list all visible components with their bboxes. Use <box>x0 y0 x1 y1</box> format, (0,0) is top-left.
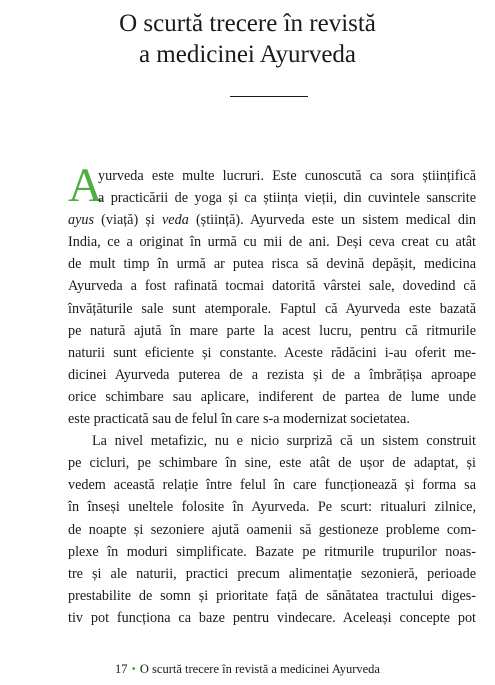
paragraph-1-opening <box>68 165 476 209</box>
paragraph-2 <box>68 430 476 629</box>
drop-cap: A <box>68 159 103 212</box>
chapter-title-line-2: a medicinei Ayurveda <box>138 41 357 68</box>
paragraph-line: este practicată sau de felul în care s-a modernizat societatea. <box>68 411 410 428</box>
paragraph-line: India, ce a originat în urmă cu mii de ani. Deși ceva creat cu atât <box>68 234 476 251</box>
paragraph-1 <box>68 209 476 430</box>
running-title: O scurtă trecere în revistă a medicinei Ayurveda <box>139 662 380 676</box>
paragraph-line: vedem această relație între felul în care funcționează și forma sa <box>68 477 476 494</box>
paragraph-line: de noapte și sezoniere ajută oamenii să gestioneze probleme com- <box>68 521 476 538</box>
paragraph-line: ayus (viață) și veda (știință). Ayurveda este un sistem medical din <box>68 212 476 229</box>
paragraph-line: naturii sunt eficiente și constante. Aceste rădăcini i-au oferit me- <box>68 344 476 361</box>
paragraph-line: pe natură ajută în mare parte la acest lucru, pentru că ritmurile <box>68 322 476 339</box>
page-number: 17 <box>115 662 128 676</box>
paragraph-line: tre și ale naturii, practici precum alimentație sezonieră, perioade <box>68 565 476 582</box>
paragraph-line: Ayurveda a fost rafinată tocmai datorită vârstei sale, dovedind că <box>68 278 476 295</box>
paragraph-line: La nivel metafizic, nu e nicio surpriză că un sistem construit <box>92 433 476 450</box>
paragraph-line: orice schimbare sau aplicare, indiferent de partea de lume unde <box>68 388 476 405</box>
chapter-title-line-1: O scurtă trecere în revistă <box>119 10 376 37</box>
page-footer <box>0 661 495 677</box>
paragraph-line: dicinei Ayurveda puterea de a rezista și de a îmbrățișa aproape <box>68 366 476 383</box>
chapter-title <box>0 8 495 70</box>
paragraph-line: învățăturile sale sunt atemporale. Faptul că Ayurveda este bazată <box>68 300 476 317</box>
paragraph-line: a practicării de yoga și ca știința vieții, din cuvintele sanscrite <box>98 190 476 207</box>
term-ayus: ayus <box>68 212 95 229</box>
paragraph-line: în înseși uneltele folosite în Ayurveda. Pe scurt: ritualuri zilnice, <box>68 499 476 516</box>
paragraph-line: plexe în moduri simplificate. Bazate pe ritmurile trupurilor noas- <box>68 543 476 560</box>
body-text <box>68 165 476 629</box>
paragraph-line: de mult timp în urmă ar putea risca să devină depășit, medicina <box>68 256 476 273</box>
bullet-separator: • <box>131 662 136 676</box>
paragraph-line: prestabilite de somn și prioritate față de sănătatea tractului diges- <box>68 587 476 604</box>
paragraph-line: yurveda este multe lucruri. Este cunoscută ca sora științifică <box>98 168 476 184</box>
term-veda: veda <box>162 212 189 229</box>
title-divider <box>230 96 308 97</box>
paragraph-line: pe cicluri, pe schimbare în sine, este atât de ușor de adaptat, și <box>68 455 476 472</box>
paragraph-line: tiv pot funcționa ca baze pentru vindecare. Aceleași concepte pot <box>68 609 476 626</box>
